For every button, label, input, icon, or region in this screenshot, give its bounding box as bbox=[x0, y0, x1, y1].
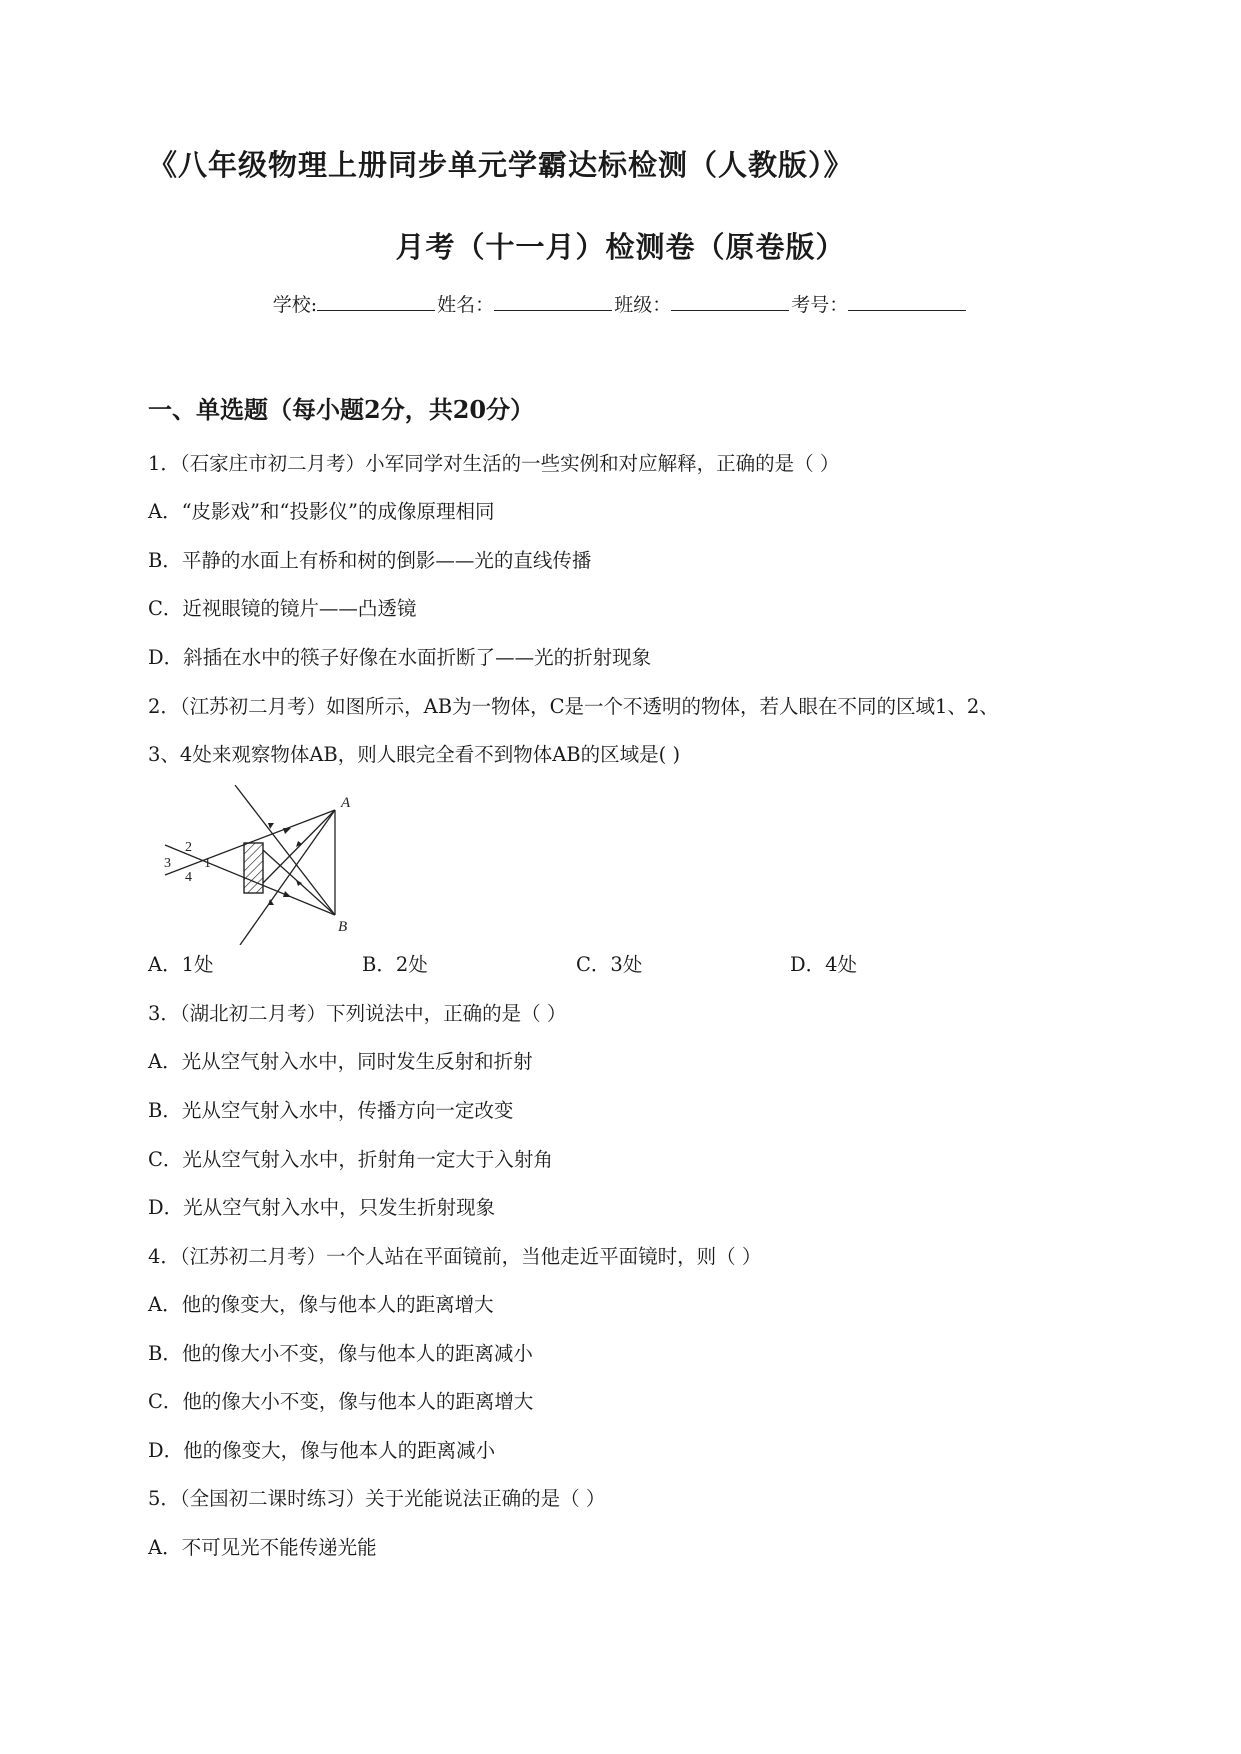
school-label: 学校: bbox=[272, 294, 318, 316]
question-4-option-a: A．他的像变大，像与他本人的距离增大 bbox=[148, 1293, 494, 1316]
arrow-icon bbox=[283, 828, 291, 834]
question-3-option-c: C．光从空气射入水中，折射角一定大于入射角 bbox=[148, 1148, 553, 1171]
question-2-stem-line-1: 2．（江苏初二月考）如图所示，AB为一物体，C是一个不透明的物体，若人眼在不同的区域1、2、 bbox=[148, 695, 999, 718]
region-label-4: 4 bbox=[185, 870, 192, 885]
question-2-option-b: B．2处 bbox=[362, 953, 428, 976]
label-b: B bbox=[338, 919, 348, 935]
name-label: 姓名： bbox=[437, 294, 495, 316]
section-heading: 一、单选题（每小题2分，共20分） bbox=[148, 395, 535, 424]
student-info-row bbox=[0, 290, 1241, 317]
question-1-option-a: A．“皮影戏”和“投影仪”的成像原理相同 bbox=[148, 500, 495, 523]
question-1-option-c: C．近视眼镜的镜片——凸透镜 bbox=[148, 597, 417, 620]
optics-figure bbox=[160, 785, 360, 945]
question-5-stem: 5．（全国初二课时练习）关于光能说法正确的是（ ） bbox=[148, 1487, 606, 1510]
question-4-option-c: C．他的像大小不变，像与他本人的距离增大 bbox=[148, 1390, 534, 1413]
question-3-option-a: A．光从空气射入水中，同时发生反射和折射 bbox=[148, 1050, 533, 1073]
question-2-option-c: C．3处 bbox=[576, 953, 643, 976]
label-a: A bbox=[341, 795, 351, 811]
opaque-object-c bbox=[244, 843, 263, 893]
class-blank bbox=[671, 292, 789, 311]
exam-number-label: 考号： bbox=[791, 294, 849, 316]
region-label-2: 2 bbox=[185, 840, 192, 855]
document-title: 《八年级物理上册同步单元学霸达标检测（人教版）》 bbox=[148, 148, 854, 182]
class-label: 班级： bbox=[614, 294, 672, 316]
question-2-option-a: A．1处 bbox=[148, 953, 214, 976]
name-blank bbox=[494, 292, 612, 311]
question-4-option-d: D．他的像变大，像与他本人的距离减小 bbox=[148, 1439, 496, 1462]
school-blank bbox=[317, 292, 435, 311]
question-1-stem: 1．（石家庄市初二月考）小军同学对生活的一些实例和对应解释，正确的是（ ） bbox=[148, 452, 840, 475]
document-subtitle: 月考（十一月）检测卷（原卷版） bbox=[395, 230, 846, 264]
question-2-option-d: D．4处 bbox=[790, 953, 858, 976]
question-3-option-d: D．光从空气射入水中，只发生折射现象 bbox=[148, 1196, 496, 1219]
exam-number-blank bbox=[848, 292, 966, 311]
question-2-stem-line-2: 3、4处来观察物体AB，则人眼完全看不到物体AB的区域是( ) bbox=[148, 743, 681, 766]
question-4-stem: 4．（江苏初二月考）一个人站在平面镜前，当他走近平面镜时，则（ ） bbox=[148, 1245, 762, 1268]
question-3-stem: 3．（湖北初二月考）下列说法中，正确的是（ ） bbox=[148, 1002, 567, 1025]
region-label-1: 1 bbox=[204, 856, 211, 871]
region-label-3: 3 bbox=[164, 856, 171, 871]
question-1-option-b: B．平静的水面上有桥和树的倒影——光的直线传播 bbox=[148, 549, 592, 572]
question-3-option-b: B．光从空气射入水中，传播方向一定改变 bbox=[148, 1099, 514, 1122]
question-5-option-a: A．不可见光不能传递光能 bbox=[148, 1536, 377, 1559]
question-1-option-d: D．斜插在水中的筷子好像在水面折断了——光的折射现象 bbox=[148, 646, 652, 669]
ray-a-mid bbox=[263, 810, 335, 883]
arrow-icon bbox=[283, 891, 291, 897]
question-4-option-b: B．他的像大小不变，像与他本人的距离减小 bbox=[148, 1342, 533, 1365]
